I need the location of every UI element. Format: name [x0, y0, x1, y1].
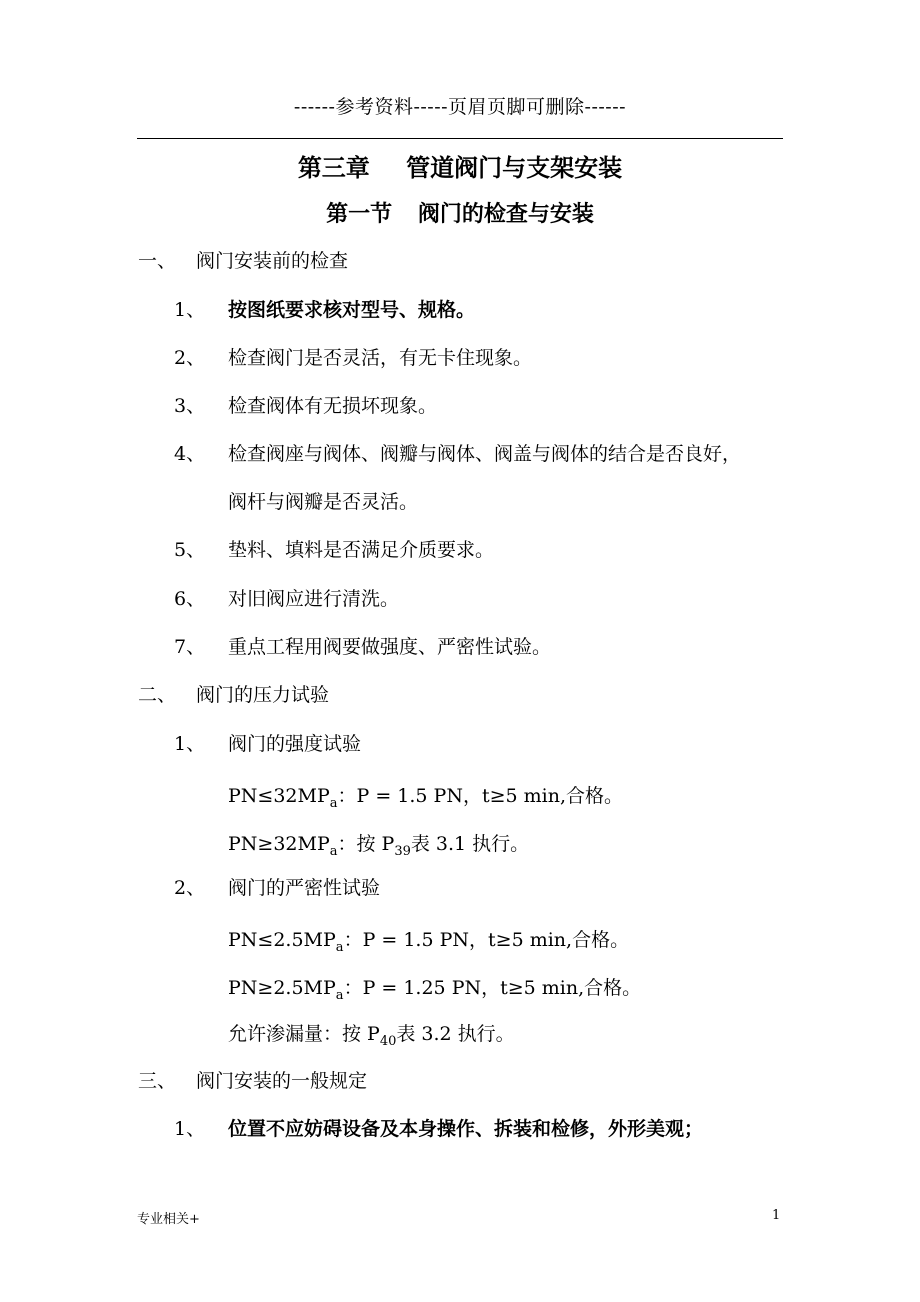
chapter-title: 第三章 管道阀门与支架安装	[297, 153, 623, 182]
formula-text: 表 3.2 执行。	[396, 1023, 515, 1045]
item-number: 4、	[174, 443, 206, 465]
item-text: 按图纸要求核对型号、规格。	[228, 299, 476, 321]
formula-line	[228, 782, 623, 813]
item-number: 1、	[174, 1118, 206, 1140]
formula-subscript: a	[335, 940, 344, 955]
formula-line	[228, 830, 529, 861]
item-number: 1、	[174, 299, 206, 321]
page-footer-label: 专业相关+	[137, 1212, 200, 1227]
formula-line	[228, 974, 641, 1005]
formula-text: ：按 P	[337, 833, 395, 855]
page-number: 1	[772, 1208, 781, 1223]
item-text: 阀杆与阀瓣是否灵活。	[228, 491, 419, 513]
item-text: 检查阀座与阀体、阀瓣与阀体、阀盖与阀体的结合是否良好，	[228, 443, 742, 465]
page-header: ------参考资料-----页眉页脚可删除------	[293, 96, 627, 118]
section-title: 第一节 阀门的检查与安装	[326, 201, 594, 227]
formula-text: ：P = 1.5 PN，t≥5 min,合格。	[337, 785, 624, 807]
part-number: 一、	[138, 250, 177, 272]
formula-text: PN≤32MP	[228, 785, 330, 807]
item-text: 阀门的强度试验	[228, 733, 362, 755]
formula-text: PN≥32MP	[228, 833, 330, 855]
item-text: 检查阀体有无损坏现象。	[228, 395, 438, 417]
item-number: 1、	[174, 733, 206, 755]
item-text: 对旧阀应进行清洗。	[228, 588, 400, 610]
item-number: 2、	[174, 347, 206, 369]
item-text: 重点工程用阀要做强度、严密性试验。	[228, 636, 552, 658]
item-text: 位置不应妨碍设备及本身操作、拆装和检修，外形美观；	[228, 1118, 704, 1140]
formula-subscript: a	[335, 988, 344, 1003]
item-number: 7、	[174, 636, 206, 658]
formula-text: PN≥2.5MP	[228, 977, 336, 999]
formula-subscript: a	[329, 796, 338, 811]
item-text: 阀门的严密性试验	[228, 877, 381, 899]
formula-subscript: 39	[394, 844, 411, 859]
item-text: 垫料、填料是否满足介质要求。	[228, 539, 495, 561]
formula-text: 表 3.1 执行。	[410, 833, 530, 855]
formula-text: ：P = 1.25 PN，t≥5 min,合格。	[343, 977, 642, 999]
formula-line	[228, 926, 629, 957]
formula-subscript: 40	[379, 1034, 397, 1049]
header-divider	[137, 138, 783, 139]
formula-text: 允许渗漏量：按 P	[228, 1023, 380, 1045]
item-number: 6、	[174, 588, 206, 610]
part-title: 阀门的压力试验	[196, 684, 330, 706]
part-title: 阀门安装前的检查	[196, 250, 349, 272]
item-number: 5、	[174, 539, 206, 561]
item-number: 3、	[174, 395, 206, 417]
formula-line	[228, 1020, 515, 1051]
item-number: 2、	[174, 877, 206, 899]
part-number: 二、	[138, 684, 177, 706]
formula-text: ：P = 1.5 PN，t≥5 min,合格。	[343, 929, 630, 951]
item-text: 检查阀门是否灵活，有无卡住现象。	[228, 347, 533, 369]
formula-subscript: a	[329, 844, 338, 859]
formula-text: PN≤2.5MP	[228, 929, 336, 951]
part-number: 三、	[138, 1070, 177, 1092]
part-title: 阀门安装的一般规定	[196, 1070, 368, 1092]
